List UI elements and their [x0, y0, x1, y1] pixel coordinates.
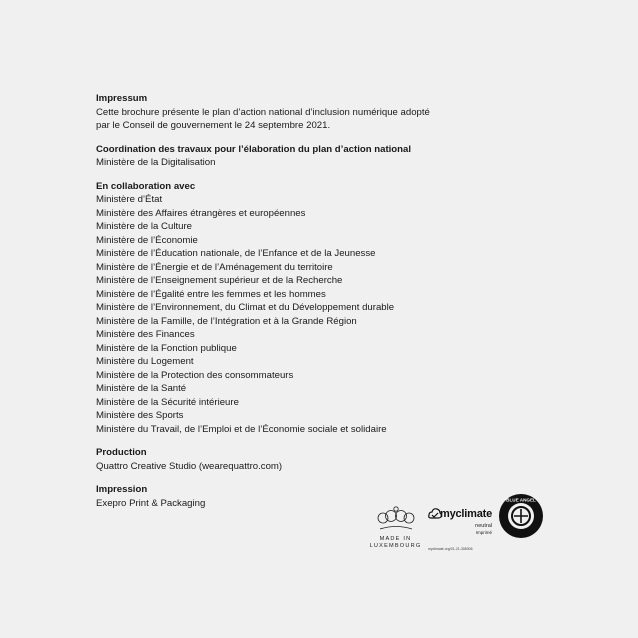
certification-logos: [368, 493, 548, 553]
section-impressum: [96, 92, 516, 133]
crown-icon: [376, 505, 416, 531]
section-heading: Production: [96, 447, 147, 458]
made-in-luxembourg-logo: [368, 505, 423, 550]
section-coordination: [96, 143, 516, 170]
text-line: Cette brochure présente le plan d’action national d’inclusion numérique adopté: [96, 106, 430, 118]
section-collaboration: [96, 180, 516, 437]
ministry-item: Ministère de l’Enseignement supérieur et de la Recherche: [96, 275, 343, 286]
myclimate-neutral: neutral: [475, 523, 492, 529]
section-heading: Impression: [96, 484, 148, 495]
section-heading: En collaboration avec: [96, 180, 196, 192]
ministry-item: Ministère de la Sécurité intérieure: [96, 396, 239, 408]
text-line: Exepro Print & Packaging: [96, 497, 206, 509]
ministry-item: Ministère des Finances: [96, 329, 195, 340]
ministry-item: Ministère des Sports: [96, 410, 184, 421]
ministry-item: Ministère de l’Égalité entre les femmes et les hommes: [96, 288, 326, 300]
impressum-content: [96, 92, 516, 520]
blue-angel-text: BLUE ANGEL: [506, 497, 536, 503]
luxembourg-line: LUXEMBOURG: [369, 543, 422, 549]
ministry-item: Ministère de l’Éducation nationale, de l’Enfance et de la Jeunesse: [96, 248, 376, 259]
ministry-item: Ministère de la Culture: [96, 221, 192, 232]
made-in-line: MADE IN: [379, 536, 412, 542]
ministry-item: Ministère de l’Énergie et de l’Aménagement du territoire: [96, 261, 333, 273]
ministry-item: Ministère des Affaires étrangères et européennes: [96, 207, 306, 219]
text-line: Ministère de la Digitalisation: [96, 157, 216, 168]
myclimate-imprime: Imprimé: [475, 530, 492, 535]
ministry-item: Ministère d’État: [96, 194, 163, 205]
blue-angel-icon: [498, 493, 544, 539]
myclimate-name: myclimate: [440, 508, 493, 520]
myclimate-reference: myclimate.org/01-21-308306: [428, 547, 473, 551]
section-heading: Coordination des travaux pour l’élaboration du plan d’action national: [96, 143, 412, 155]
ministry-item: Ministère de la Fonction publique: [96, 342, 237, 354]
section-production: [96, 446, 516, 473]
ministry-item: Ministère de l’Environnement, du Climat et du Développement durable: [96, 302, 395, 313]
ministry-item: Ministère du Logement: [96, 356, 194, 367]
blue-angel-logo: [498, 493, 544, 539]
ministry-item: Ministère du Travail, de l’Emploi et de l’Économie sociale et solidaire: [96, 423, 387, 435]
text-line: Quattro Creative Studio (wearequattro.com): [96, 460, 283, 472]
ministry-item: Ministère de la Famille, de l’Intégration et à la Grande Région: [96, 315, 357, 327]
ministry-item: Ministère de la Santé: [96, 383, 187, 394]
ministry-item: Ministère de l’Économie: [96, 234, 198, 246]
text-line: par le Conseil de gouvernement le 24 septembre 2021.: [96, 120, 331, 131]
section-heading: Impressum: [96, 93, 148, 104]
ministry-item: Ministère de la Protection des consommateurs: [96, 369, 294, 381]
